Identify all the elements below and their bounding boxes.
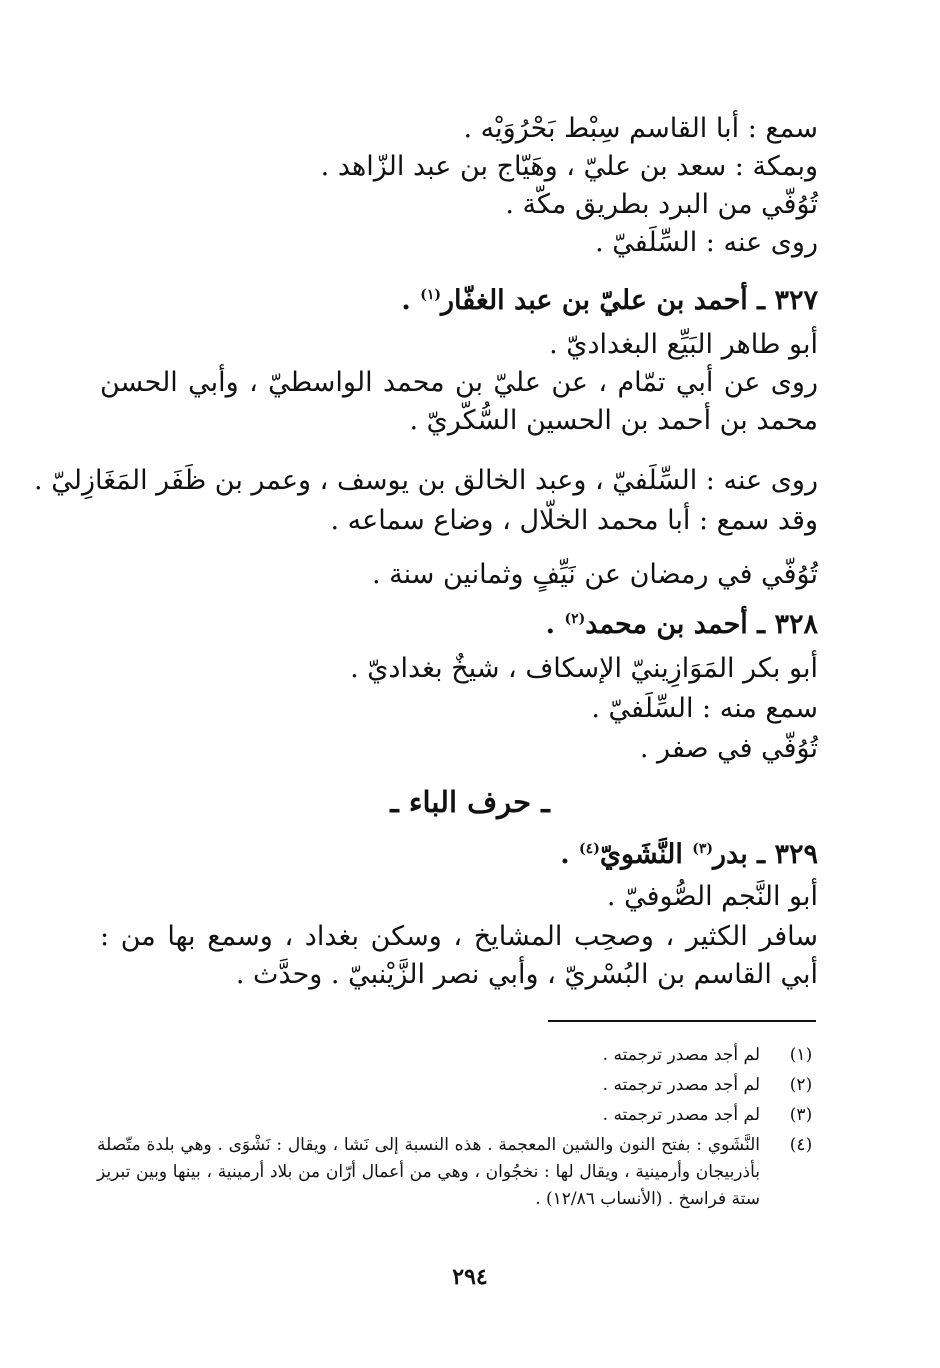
text-line: وبمكة : سعد بن عليّ ، وهَيّاج بن عبد الزّاهد . (320, 151, 818, 182)
footnote-number: (٣) (789, 1105, 813, 1125)
text-paragraph: روى عن أبي تمّام ، عن عليّ بن محمد الواسطيّ ، وأبي الحسن محمد بن أحمد بن الحسين السُّكّريّ . (100, 367, 818, 436)
text-line: روى عنه : السِّلَفيّ . (595, 227, 818, 258)
entry-heading (546, 606, 818, 644)
text-line: أبو بكر المَوَازِينيّ الإسكاف ، شيخٌ بغداديّ . (350, 653, 818, 684)
entry-title: ٣٢٨ ـ أحمد بن محمد (585, 609, 818, 640)
footnote-number: (٤) (789, 1135, 813, 1155)
text-paragraph: سافر الكثير ، وصحِب المشايخ ، وسكن بغداد ، وسمع بها من : أبي القاسم بن البُسْريّ ، وأبي نصر الزَّيْنبيّ . وحدَّث . (100, 921, 818, 990)
footnote-separator (548, 1020, 816, 1022)
text-line: أبو طاهر البَيِّع البغداديّ . (549, 329, 818, 360)
text-line: سمع : أبا القاسم سِبْط بَحْرُوَيْه . (463, 113, 818, 144)
footnote (97, 1102, 818, 1129)
entry-title: ٣٢٩ ـ بدر (713, 839, 818, 870)
footnote-ref: (٤) (579, 841, 600, 857)
footnote (97, 1042, 818, 1069)
entry-end: . (401, 285, 421, 316)
entry-end: . (560, 839, 580, 870)
text-line: وقد سمع : أبا محمد الخلّال ، وضاع سماعه . (330, 505, 818, 536)
footnote-text: لم أجد مصدر ترجمته . (602, 1045, 760, 1065)
entry-title-continued: النَّشَويّ (599, 839, 693, 870)
footnote-text: النَّشَوي : بفتح النون والشين المعجمة . هذه النسبة إلى نَشا ، ويقال : نَشْوَى . وهي بلدة متّصلة بأذربيجان وأرمينية ، ويقال لها : نخجُوان ، وهي من أعمال أرّان من بلاد أرمينية ، بينها وبين تبريز ستة فراسخ . (الأنساب ١٢/٨٦) . (97, 1135, 760, 1209)
text-line: تُوُفّي في رمضان عن نَيِّفٍ وثمانين سنة . (371, 559, 818, 590)
text-line: تُوُفّي من البرد بطريق مكّة . (505, 189, 818, 220)
entry-title: ٣٢٧ ـ أحمد بن عليّ بن عبد الغفّار (441, 285, 818, 316)
text-line: سمع منه : السِّلَفيّ . (591, 693, 818, 724)
footnote-text: لم أجد مصدر ترجمته . (602, 1105, 760, 1125)
footnote-number: (١) (789, 1045, 813, 1065)
page-number: ٢٩٤ (452, 1264, 488, 1290)
footnote-ref: (٢) (564, 611, 586, 627)
entry-heading (560, 836, 818, 874)
text-line: تُوُفّي في صفر . (639, 733, 818, 764)
footnote (97, 1132, 818, 1213)
text-line: روى عنه : السِّلَفيّ ، وعبد الخالق بن يوسف ، وعمر بن ظَفَر المَغَازِليّ . (34, 465, 818, 496)
footnote-number: (٢) (789, 1075, 813, 1095)
section-heading: ـ حرف الباء ـ (390, 785, 550, 819)
text-line: أبو النَّجم الصُّوفيّ . (606, 881, 818, 912)
footnote-ref: (١) (420, 287, 441, 303)
entry-end: . (545, 609, 565, 640)
footnote-ref: (٣) (692, 841, 714, 857)
footnote (97, 1072, 818, 1099)
footnote-text: لم أجد مصدر ترجمته . (602, 1075, 760, 1095)
entry-heading (401, 282, 818, 320)
